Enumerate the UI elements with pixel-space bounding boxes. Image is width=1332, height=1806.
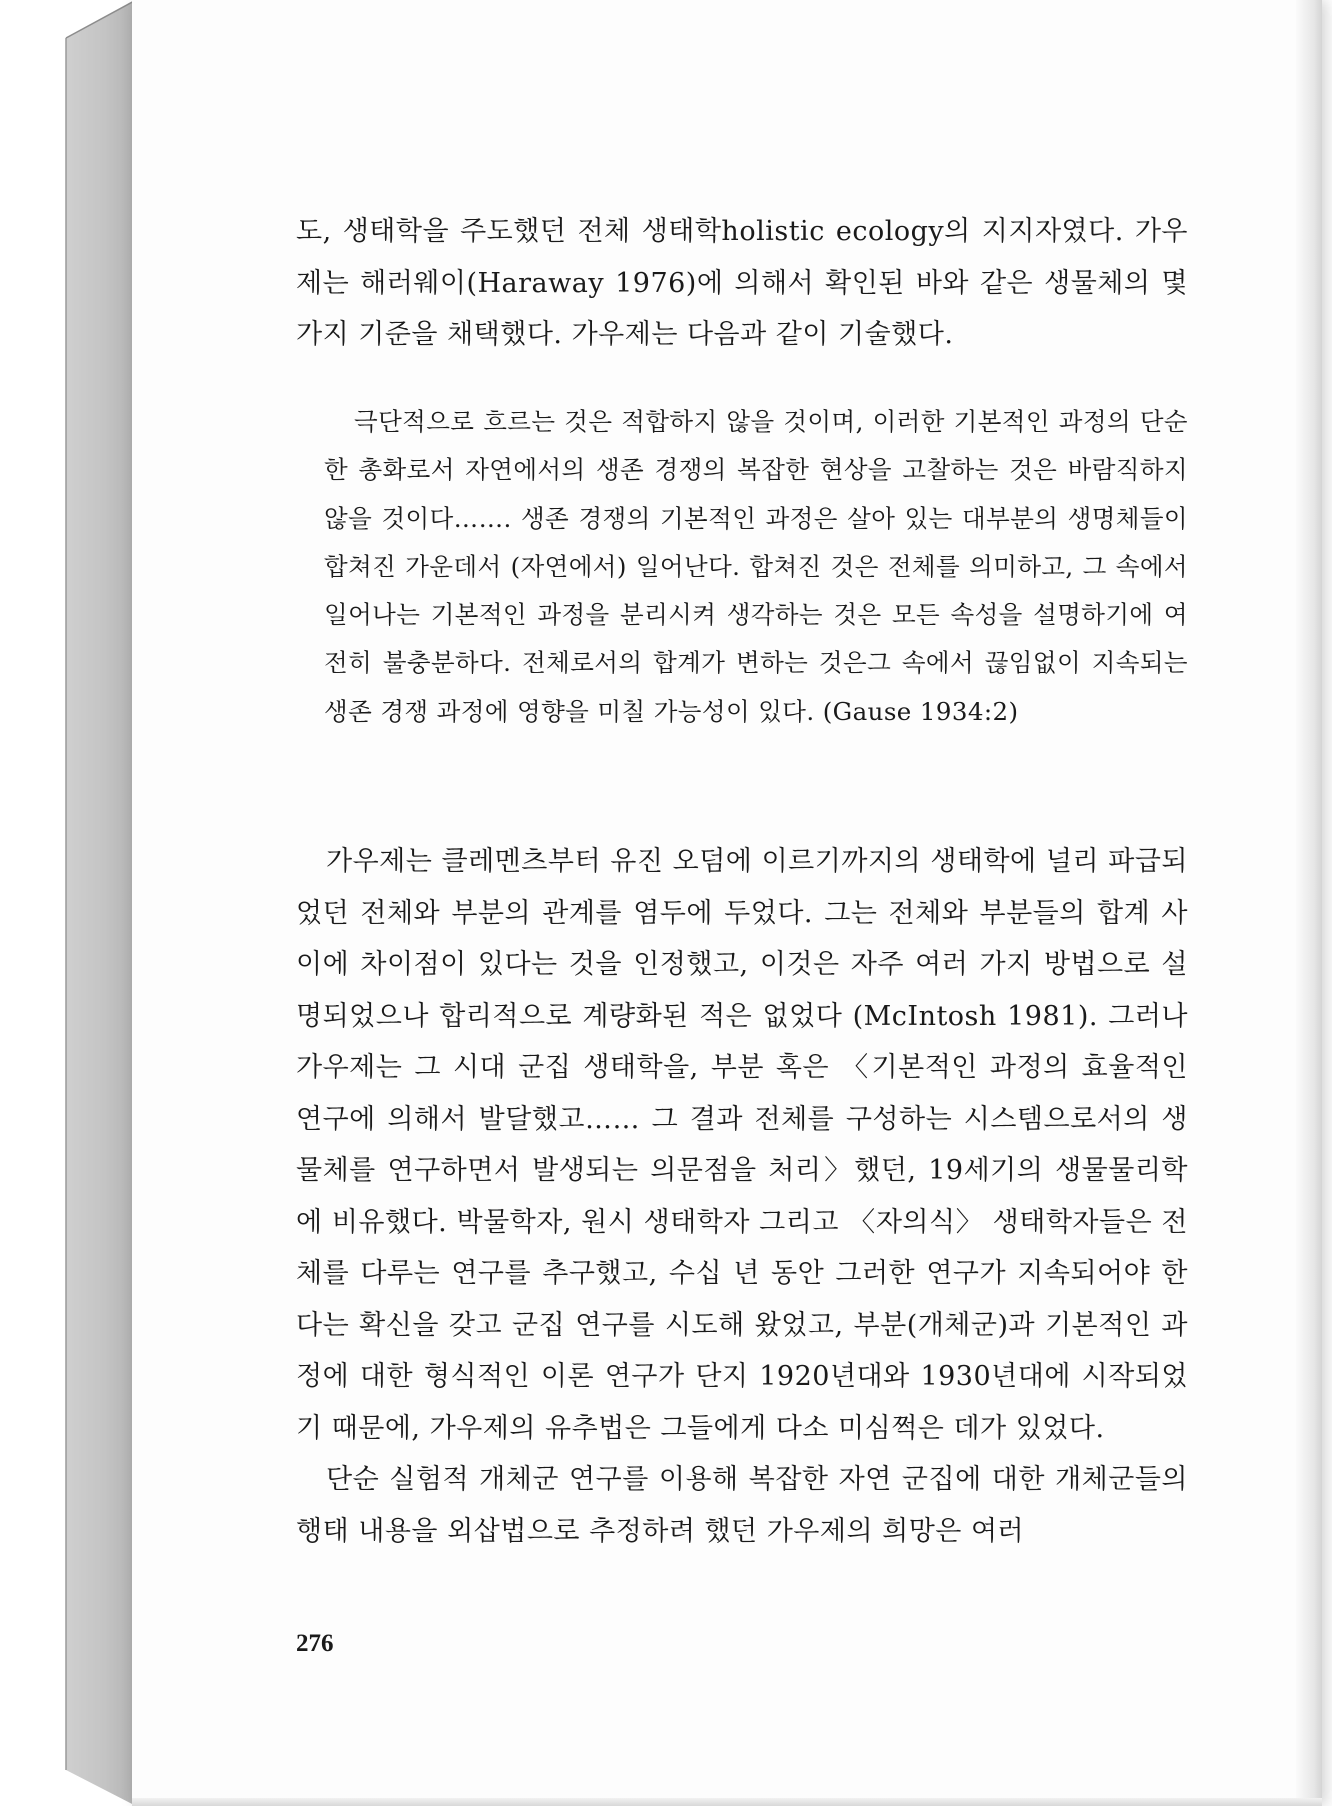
intro-paragraph: 도, 생태학을 주도했던 전체 생태학holistic ecology의 지지자였다. 가우제는 해러웨이(Haraway 1976)에 의해서 확인된 바와 같은 생물체의 몇 가지 기준을 채택했다. 가우제는 다음과 같이 기술했다. [296,216,1188,350]
intro-paragraph-block [296,206,1188,361]
page-edge [1296,0,1322,1806]
block-quote [324,398,1188,736]
main-paragraphs [296,836,1188,1557]
book-spine [0,0,140,1806]
paragraph-3: 단순 실험적 개체군 연구를 이용해 복잡한 자연 군집에 대한 개체군들의 행태 내용을 외삽법으로 추정하려 했던 가우제의 희망은 여러 [296,1464,1188,1547]
page-number: 276 [296,1630,334,1657]
block-quote-text: 극단적으로 흐르는 것은 적합하지 않을 것이며, 이러한 기본적인 과정의 단순한 총화로서 자연에서의 생존 경쟁의 복잡한 현상을 고찰하는 것은 바람직하지 않을 것이다……. 생존 경쟁의 기본적인 과정은 살아 있는 대부분의 생명체들이 합쳐진 가운데서 (자연에서) 일어난다. 합쳐진 것은 전체를 의미하고, 그 속에서 일어나는 기본적인 과정을 분리시켜 생각하는 것은 모든 속성을 설명하기에 여전히 불충분하다. 전체로서의 합계가 변하는 것은그 속에서 끊임없이 지속되는 생존 경쟁 과정에 영향을 미칠 가능성이 있다. (Gause 1934:2) [324,407,1188,726]
paragraph-2: 가우제는 클레멘츠부터 유진 오덤에 이르기까지의 생태학에 널리 파급되었던 전체와 부분의 관계를 염두에 두었다. 그는 전체와 부분들의 합계 사이에 차이점이 있다는 것을 인정했고, 이것은 자주 여러 가지 방법으로 설명되었으나 합리적으로 계량화된 적은 없었다 (McIntosh 1981). 그러나 가우제는 그 시대 군집 생태학을, 부분 혹은 〈기본적인 과정의 효율적인 연구에 의해서 발달했고…… 그 결과 전체를 구성하는 시스템으로서의 생물체를 연구하면서 발생되는 의문점을 처리〉했던, 19세기의 생물물리학에 비유했다. 박물학자, 원시 생태학자 그리고 〈자의식〉 생태학자들은 전체를 다루는 연구를 추구했고, 수십 년 동안 그러한 연구가 지속되어야 한다는 확신을 갖고 군집 연구를 시도해 왔었고, 부분(개체군)과 기본적인 과정에 대한 형식적인 이론 연구가 단지 1920년대와 1930년대에 시작되었기 때문에, 가우제의 유추법은 그들에게 다소 미심쩍은 데가 있었다. [296,846,1188,1444]
page-bottom-edge [132,1798,1322,1806]
